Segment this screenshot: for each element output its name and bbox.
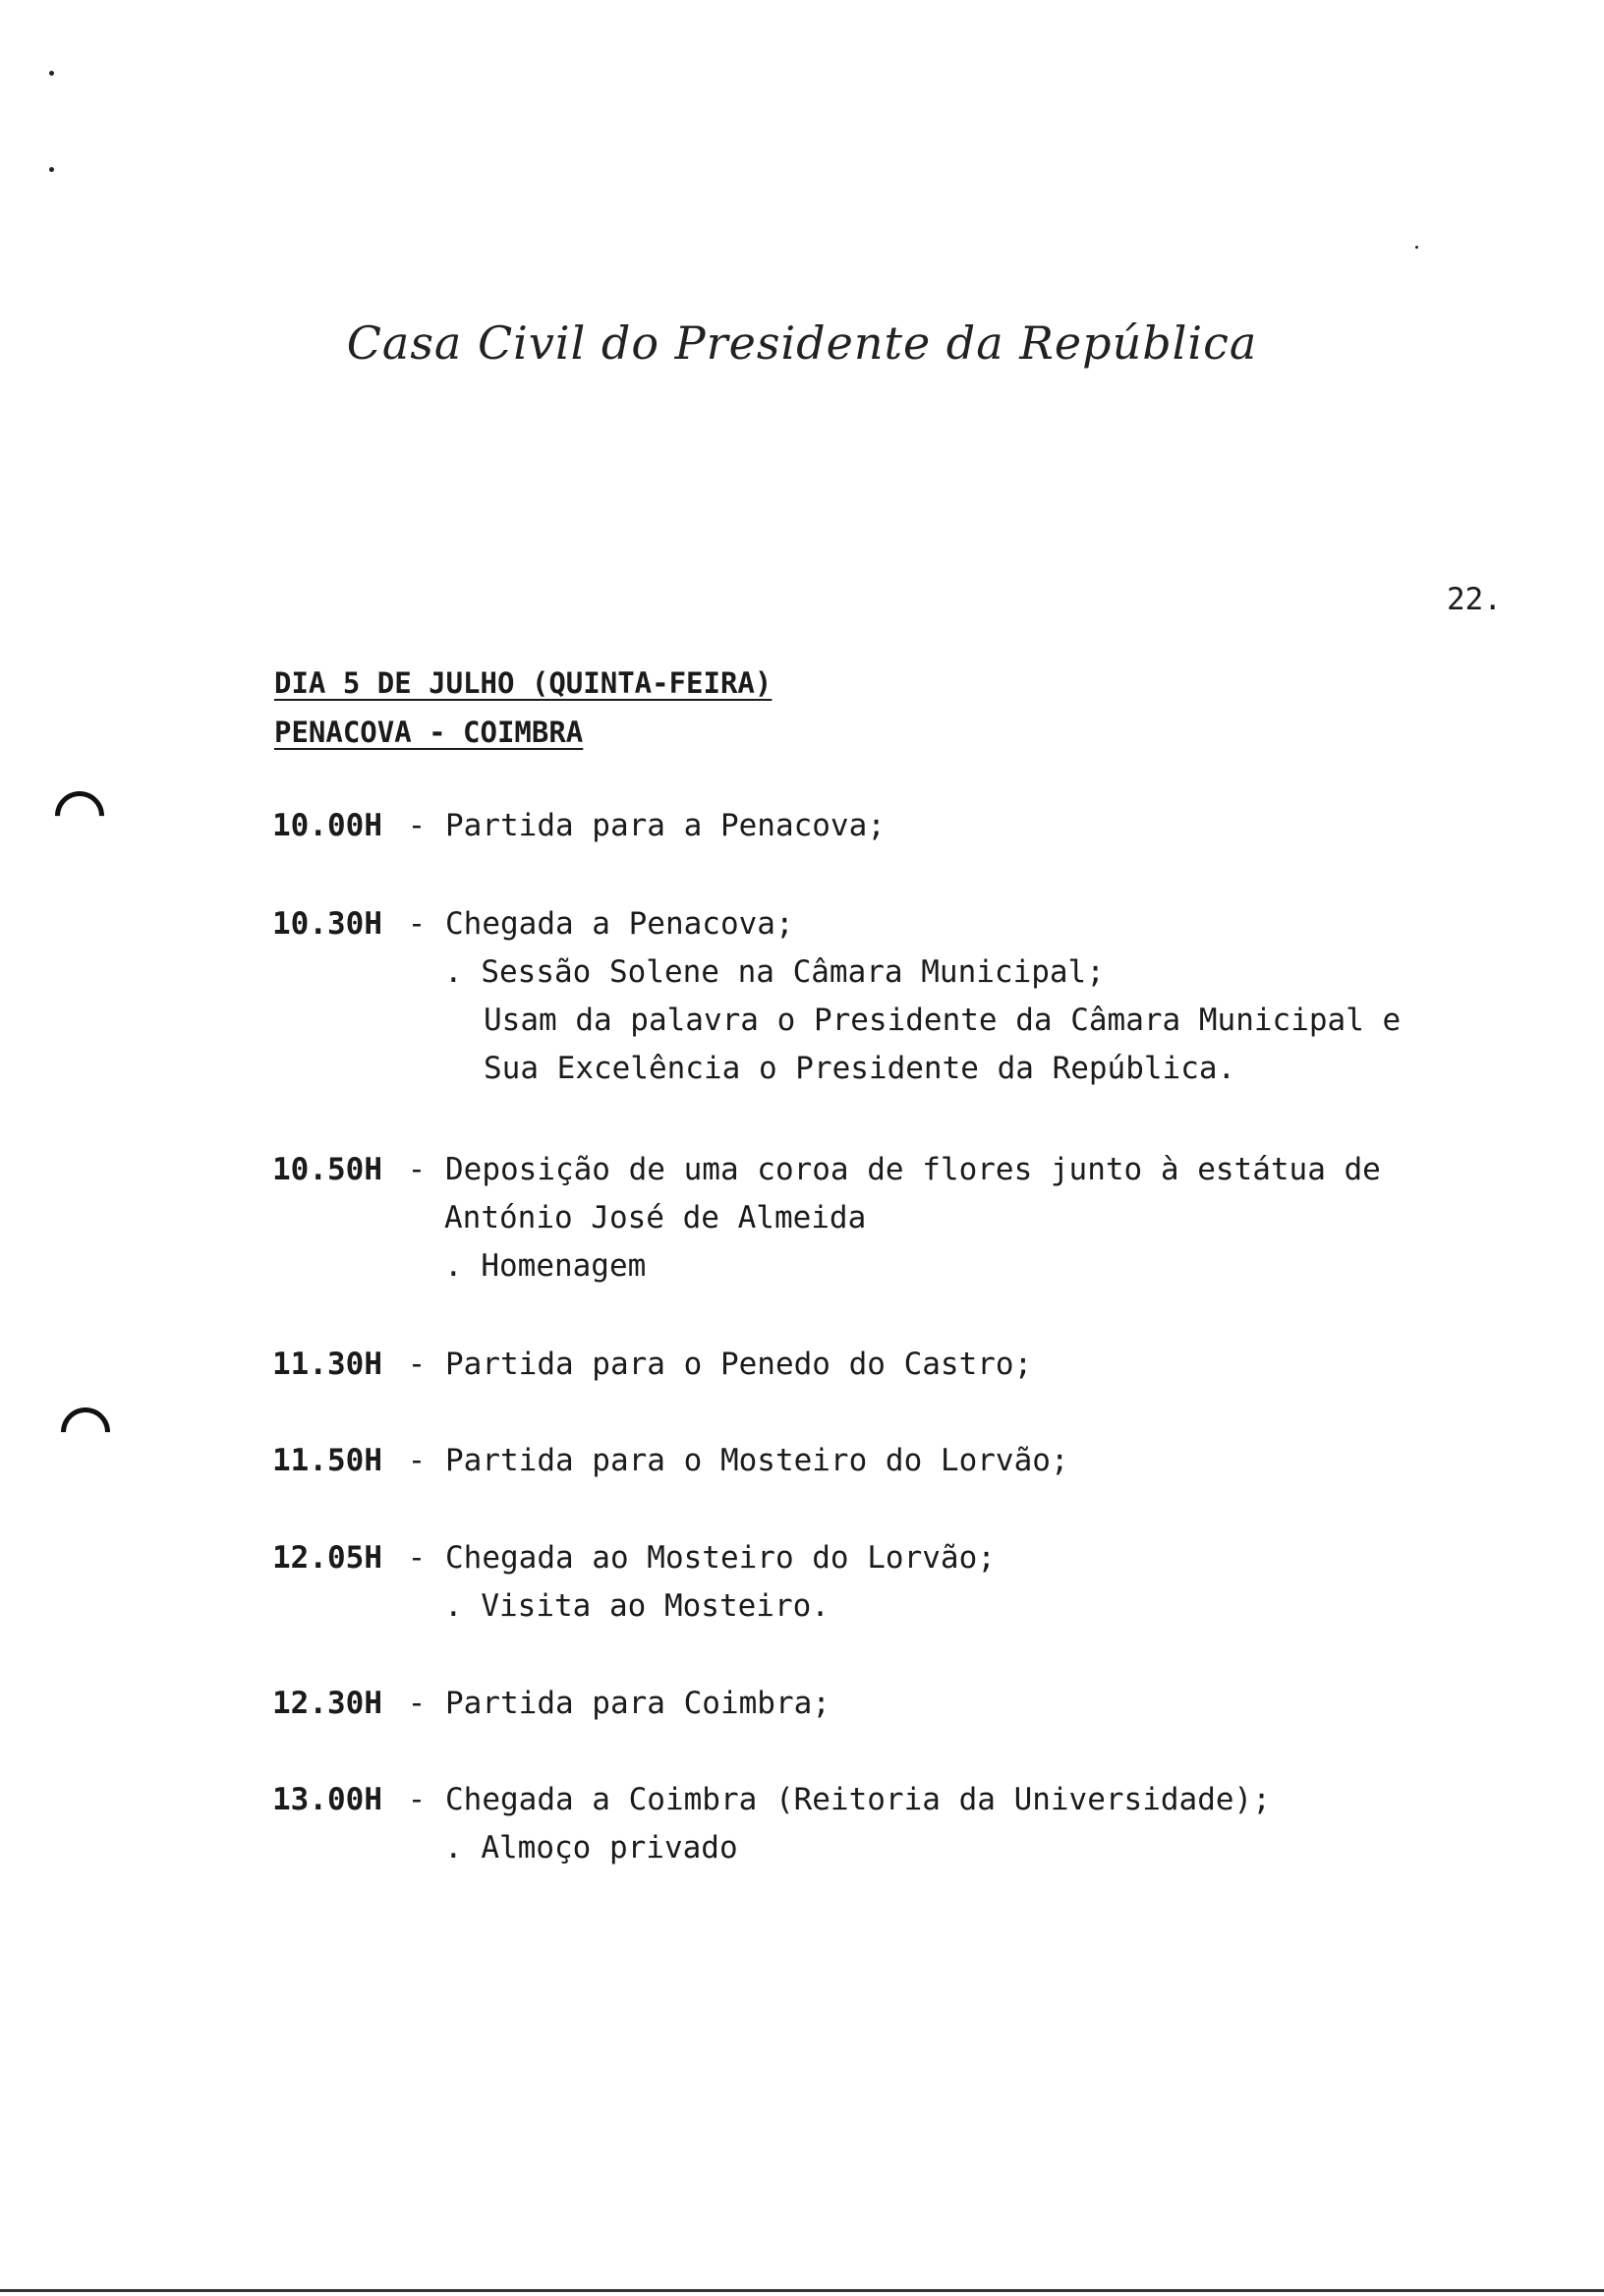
entry-detail: . Visita ao Mosteiro. — [444, 1588, 830, 1624]
entry-time: 10.50H — [272, 1152, 382, 1187]
entry-dash: - — [407, 1152, 427, 1187]
entry-time: 10.00H — [272, 808, 382, 843]
scan-speck — [1415, 246, 1418, 249]
page-number: 22. — [1447, 582, 1502, 617]
entry-dash: - — [407, 808, 427, 843]
day-heading: DIA 5 DE JULHO (QUINTA-FEIRA) — [274, 666, 773, 700]
schedule-entry — [272, 1152, 1511, 1296]
entry-time: 11.50H — [272, 1443, 382, 1478]
scan-speck — [49, 167, 54, 172]
entry-dash: - — [407, 1782, 427, 1817]
entry-dash: - — [407, 1540, 427, 1576]
schedule-entry — [272, 1443, 1511, 1491]
entry-detail: António José de Almeida — [444, 1200, 867, 1235]
entry-dash: - — [407, 1443, 427, 1478]
entry-description: Partida para Coimbra; — [445, 1686, 831, 1721]
entry-description: Partida para o Penedo do Castro; — [445, 1347, 1033, 1382]
entry-detail: . Sessão Solene na Câmara Municipal; — [444, 954, 1105, 990]
entry-time: 13.00H — [272, 1782, 382, 1817]
entry-dash: - — [407, 1686, 427, 1721]
letterhead: Casa Civil do Presidente da República — [346, 316, 1258, 370]
entry-description: Partida para a Penacova; — [445, 808, 886, 843]
entry-detail: Sua Excelência o Presidente da República. — [484, 1051, 1236, 1086]
entry-detail: . Almoço privado — [444, 1830, 738, 1866]
entry-detail: Usam da palavra o Presidente da Câmara Municipal e — [484, 1003, 1402, 1038]
schedule-entry — [272, 1782, 1511, 1878]
page-bottom-edge — [0, 2289, 1604, 2292]
entry-description: Chegada a Coimbra (Reitoria da Universidade); — [445, 1782, 1271, 1817]
entry-time: 12.05H — [272, 1540, 382, 1576]
entry-detail: . Homenagem — [444, 1248, 647, 1284]
scan-speck — [49, 71, 54, 76]
entry-description: Partida para o Mosteiro do Lorvão; — [445, 1443, 1069, 1478]
entry-dash: - — [407, 1347, 427, 1382]
punch-hole-mark — [51, 1398, 121, 1467]
schedule-entry — [272, 906, 1511, 1099]
route-heading: PENACOVA - COIMBRA — [274, 716, 584, 749]
schedule-entry — [272, 808, 1511, 856]
schedule-entry — [272, 1347, 1511, 1395]
entry-time: 12.30H — [272, 1686, 382, 1721]
entry-time: 10.30H — [272, 906, 382, 942]
entry-time: 11.30H — [272, 1347, 382, 1382]
entry-description: Chegada a Penacova; — [445, 906, 794, 942]
entry-description: Deposição de uma coroa de flores junto à estátua de — [445, 1152, 1381, 1187]
entry-dash: - — [407, 906, 427, 942]
schedule-entry — [272, 1540, 1511, 1636]
punch-hole-mark — [45, 781, 115, 851]
entry-description: Chegada ao Mosteiro do Lorvão; — [445, 1540, 996, 1576]
schedule-entry — [272, 1686, 1511, 1734]
